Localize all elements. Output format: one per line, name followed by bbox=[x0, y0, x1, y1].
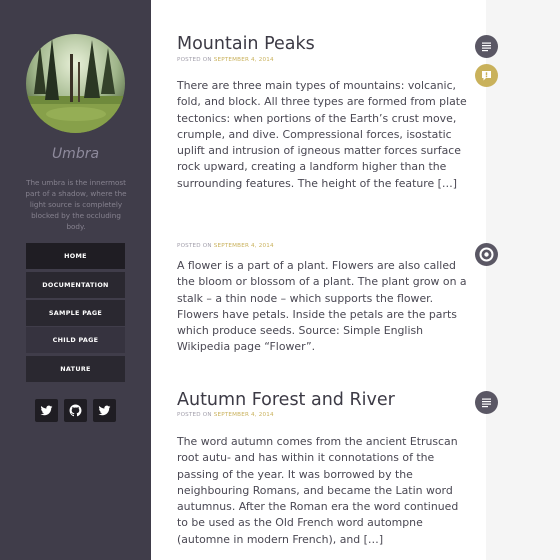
post-excerpt: A flower is a part of a plant. Flowers are also called the bloom or blossom of a plant. The plant grow on a stalk – a thin node – which supports the flower. Flowers have petals. Inside the petals are the parts which produce seeds. Source: Simple English Wikipedia page “Flower”. bbox=[177, 259, 467, 354]
standard-format-icon[interactable] bbox=[475, 35, 498, 58]
github-icon[interactable] bbox=[64, 399, 87, 422]
posted-on-label: POSTED ON bbox=[177, 243, 212, 249]
post-meta bbox=[177, 412, 274, 418]
post-excerpt: The word autumn comes from the ancient Etruscan root autu- and has within it connotations of the passing of the year. It was borrowed by the neighbouring Romans, and became the Latin word autumnus. After the Roman era the word continued to be used as the Old French word autompne (automne in modern French), and […] bbox=[177, 435, 459, 546]
nav-item-child-page[interactable]: CHILD PAGE bbox=[26, 327, 125, 353]
post-title[interactable]: Mountain Peaks bbox=[177, 34, 315, 54]
post-date-link[interactable]: SEPTEMBER 4, 2014 bbox=[213, 57, 274, 63]
aside-format-icon[interactable] bbox=[475, 243, 498, 266]
standard-format-icon[interactable] bbox=[475, 391, 498, 414]
post-date-link[interactable]: SEPTEMBER 4, 2014 bbox=[213, 243, 274, 249]
site-description: The umbra is the innermost part of a shadow, where the light source is completely blocked by the occluding body. bbox=[25, 178, 127, 231]
post-title[interactable]: Autumn Forest and River bbox=[177, 390, 395, 410]
nav-item-nature[interactable]: NATURE bbox=[26, 356, 125, 382]
site-logo-image[interactable] bbox=[26, 34, 125, 133]
sidebar bbox=[0, 0, 151, 560]
posted-on-label: POSTED ON bbox=[177, 412, 212, 418]
post-meta bbox=[177, 57, 274, 63]
nav-item-sample-page[interactable]: SAMPLE PAGE bbox=[26, 300, 125, 326]
post-meta bbox=[177, 243, 274, 249]
post-date-link[interactable]: SEPTEMBER 4, 2014 bbox=[213, 412, 274, 418]
posted-on-label: POSTED ON bbox=[177, 57, 212, 63]
twitter-icon[interactable] bbox=[93, 399, 116, 422]
twitter-icon[interactable] bbox=[35, 399, 58, 422]
nav-item-documentation[interactable]: DOCUMENTATION bbox=[26, 272, 125, 298]
site-title[interactable]: Umbra bbox=[51, 146, 100, 162]
comment-icon[interactable] bbox=[475, 64, 498, 87]
nav-item-home[interactable]: HOME bbox=[26, 243, 125, 269]
post-excerpt: There are three main types of mountains: volcanic, fold, and block. All three types are formed from plate tectonics: when portions of the Earth’s crust move, crumple, and dive. Compressional forces, isostatic uplift and intrusion of igneous matter forces surface rock upward, creating a landform higher than the surrounding features. The height of the feature […] bbox=[177, 79, 467, 190]
